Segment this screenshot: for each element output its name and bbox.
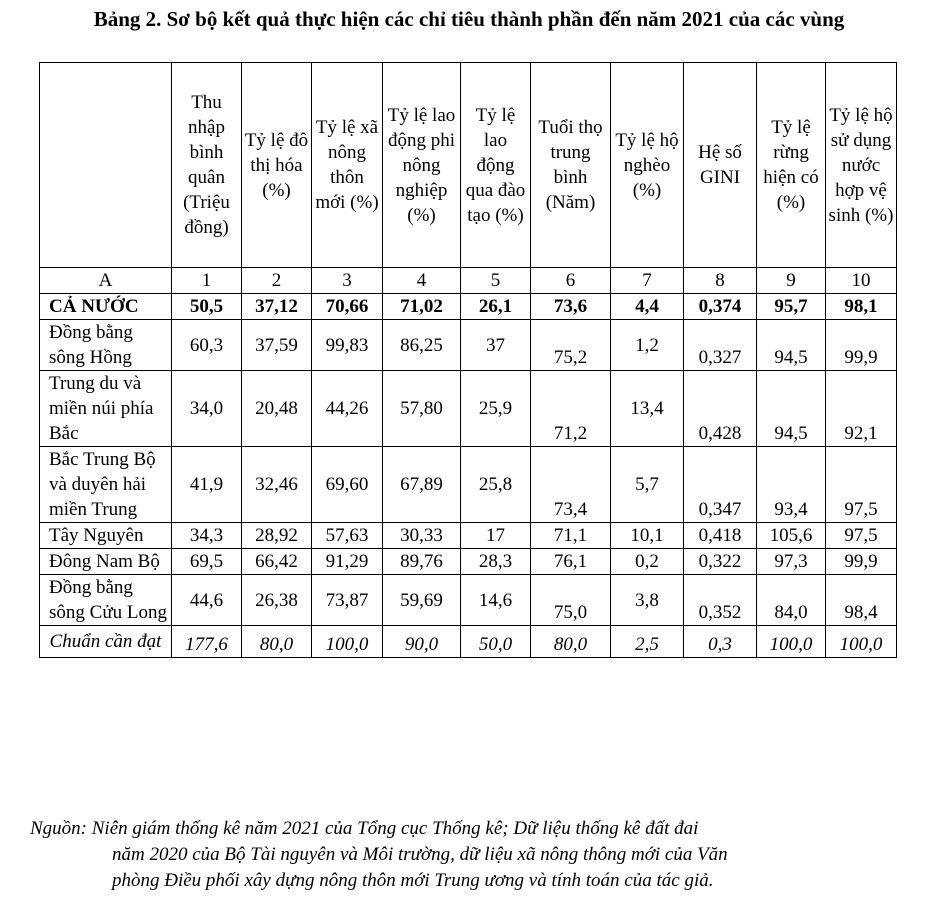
header-cell: Tỷ lệ rừng hiện có (%) <box>757 63 826 268</box>
index-cell: 3 <box>312 268 383 294</box>
value-cell: 34,0 <box>172 371 242 447</box>
value-cell: 69,60 <box>312 447 383 523</box>
index-row <box>40 268 897 294</box>
value-cell: 98,1 <box>826 294 897 320</box>
header-cell: Tỷ lệ lao động qua đào tạo (%) <box>461 63 531 268</box>
value-cell: 32,46 <box>242 447 312 523</box>
value-cell: 69,5 <box>172 549 242 575</box>
value-cell: 76,1 <box>531 549 611 575</box>
value-cell: 89,76 <box>383 549 461 575</box>
index-cell: A <box>40 268 172 294</box>
value-cell: 0,347 <box>684 447 757 523</box>
value-cell: 73,87 <box>312 575 383 626</box>
region-label: Bắc Trung Bộ và duyên hải miền Trung <box>40 447 172 523</box>
value-cell: 73,6 <box>531 294 611 320</box>
value-cell: 70,66 <box>312 294 383 320</box>
source-note-line: năm 2020 của Bộ Tài nguyên và Môi trường, dữ liệu xã nông thông mới của Văn <box>112 844 728 865</box>
region-label: Đồng bằng sông Cửu Long <box>40 575 172 626</box>
table-row <box>40 320 897 371</box>
value-cell: 34,3 <box>172 523 242 549</box>
index-cell: 2 <box>242 268 312 294</box>
index-cell: 5 <box>461 268 531 294</box>
value-cell: 0,3 <box>684 626 757 658</box>
results-table <box>39 62 897 658</box>
table-row <box>40 523 897 549</box>
table-row <box>40 294 897 320</box>
value-cell: 0,428 <box>684 371 757 447</box>
value-cell: 92,1 <box>826 371 897 447</box>
header-cell: Tỷ lệ đô thị hóa (%) <box>242 63 312 268</box>
index-cell: 7 <box>611 268 684 294</box>
region-label: Đồng bằng sông Hồng <box>40 320 172 371</box>
source-note-line: phòng Điều phối xây dựng nông thôn mới Trung ương và tính toán của tác giả. <box>112 870 714 891</box>
value-cell: 3,8 <box>611 575 684 626</box>
value-cell: 94,5 <box>757 371 826 447</box>
value-cell: 98,4 <box>826 575 897 626</box>
value-cell: 37,59 <box>242 320 312 371</box>
value-cell: 37 <box>461 320 531 371</box>
value-cell: 17 <box>461 523 531 549</box>
value-cell: 67,89 <box>383 447 461 523</box>
value-cell: 5,7 <box>611 447 684 523</box>
value-cell: 86,25 <box>383 320 461 371</box>
header-cell <box>40 63 172 268</box>
table-row <box>40 549 897 575</box>
index-cell: 4 <box>383 268 461 294</box>
value-cell: 66,42 <box>242 549 312 575</box>
value-cell: 100,0 <box>312 626 383 658</box>
table-row <box>40 371 897 447</box>
value-cell: 50,0 <box>461 626 531 658</box>
header-row <box>40 63 897 268</box>
header-cell: Hệ số GINI <box>684 63 757 268</box>
value-cell: 28,92 <box>242 523 312 549</box>
value-cell: 91,29 <box>312 549 383 575</box>
value-cell: 25,8 <box>461 447 531 523</box>
header-cell: Tuổi thọ trung bình (Năm) <box>531 63 611 268</box>
header-cell: Tỷ lệ hộ nghèo (%) <box>611 63 684 268</box>
region-label: Đông Nam Bộ <box>40 549 172 575</box>
value-cell: 1,2 <box>611 320 684 371</box>
value-cell: 71,2 <box>531 371 611 447</box>
header-cell: Thu nhập bình quân (Triệu đồng) <box>172 63 242 268</box>
index-cell: 10 <box>826 268 897 294</box>
value-cell: 37,12 <box>242 294 312 320</box>
value-cell: 97,5 <box>826 447 897 523</box>
value-cell: 97,3 <box>757 549 826 575</box>
value-cell: 57,80 <box>383 371 461 447</box>
value-cell: 41,9 <box>172 447 242 523</box>
value-cell: 50,5 <box>172 294 242 320</box>
value-cell: 73,4 <box>531 447 611 523</box>
index-cell: 9 <box>757 268 826 294</box>
value-cell: 0,2 <box>611 549 684 575</box>
value-cell: 26,1 <box>461 294 531 320</box>
value-cell: 95,7 <box>757 294 826 320</box>
value-cell: 25,9 <box>461 371 531 447</box>
value-cell: 93,4 <box>757 447 826 523</box>
value-cell: 0,374 <box>684 294 757 320</box>
header-cell: Tỷ lệ xã nông thôn mới (%) <box>312 63 383 268</box>
value-cell: 4,4 <box>611 294 684 320</box>
value-cell: 0,352 <box>684 575 757 626</box>
value-cell: 100,0 <box>757 626 826 658</box>
value-cell: 84,0 <box>757 575 826 626</box>
value-cell: 99,9 <box>826 549 897 575</box>
value-cell: 30,33 <box>383 523 461 549</box>
value-cell: 71,02 <box>383 294 461 320</box>
value-cell: 60,3 <box>172 320 242 371</box>
value-cell: 14,6 <box>461 575 531 626</box>
source-note-line: Nguồn: Niên giám thống kê năm 2021 của Tổng cục Thống kê; Dữ liệu thống kê đất đai <box>30 818 699 839</box>
value-cell: 26,38 <box>242 575 312 626</box>
value-cell: 80,0 <box>531 626 611 658</box>
value-cell: 99,83 <box>312 320 383 371</box>
value-cell: 99,9 <box>826 320 897 371</box>
table-row <box>40 626 897 658</box>
header-cell: Tỷ lệ lao động phi nông nghiệp (%) <box>383 63 461 268</box>
region-label: Trung du và miền núi phía Bắc <box>40 371 172 447</box>
value-cell: 105,6 <box>757 523 826 549</box>
value-cell: 20,48 <box>242 371 312 447</box>
region-label: Tây Nguyên <box>40 523 172 549</box>
value-cell: 10,1 <box>611 523 684 549</box>
value-cell: 28,3 <box>461 549 531 575</box>
index-cell: 1 <box>172 268 242 294</box>
value-cell: 2,5 <box>611 626 684 658</box>
value-cell: 75,0 <box>531 575 611 626</box>
value-cell: 94,5 <box>757 320 826 371</box>
value-cell: 0,327 <box>684 320 757 371</box>
index-cell: 6 <box>531 268 611 294</box>
value-cell: 80,0 <box>242 626 312 658</box>
value-cell: 44,26 <box>312 371 383 447</box>
region-label: Chuẩn cần đạt <box>40 626 172 658</box>
value-cell: 100,0 <box>826 626 897 658</box>
value-cell: 177,6 <box>172 626 242 658</box>
value-cell: 97,5 <box>826 523 897 549</box>
value-cell: 59,69 <box>383 575 461 626</box>
value-cell: 13,4 <box>611 371 684 447</box>
table-row <box>40 575 897 626</box>
value-cell: 90,0 <box>383 626 461 658</box>
region-label: CẢ NƯỚC <box>40 294 172 320</box>
table-title: Bảng 2. Sơ bộ kết quả thực hiện các chỉ tiêu thành phần đến năm 2021 của các vùng <box>93 7 845 31</box>
header-cell: Tỷ lệ hộ sử dụng nước hợp vệ sinh (%) <box>826 63 897 268</box>
value-cell: 75,2 <box>531 320 611 371</box>
source-note <box>30 816 920 894</box>
value-cell: 0,418 <box>684 523 757 549</box>
index-cell: 8 <box>684 268 757 294</box>
value-cell: 57,63 <box>312 523 383 549</box>
value-cell: 44,6 <box>172 575 242 626</box>
value-cell: 71,1 <box>531 523 611 549</box>
value-cell: 0,322 <box>684 549 757 575</box>
table-row <box>40 447 897 523</box>
